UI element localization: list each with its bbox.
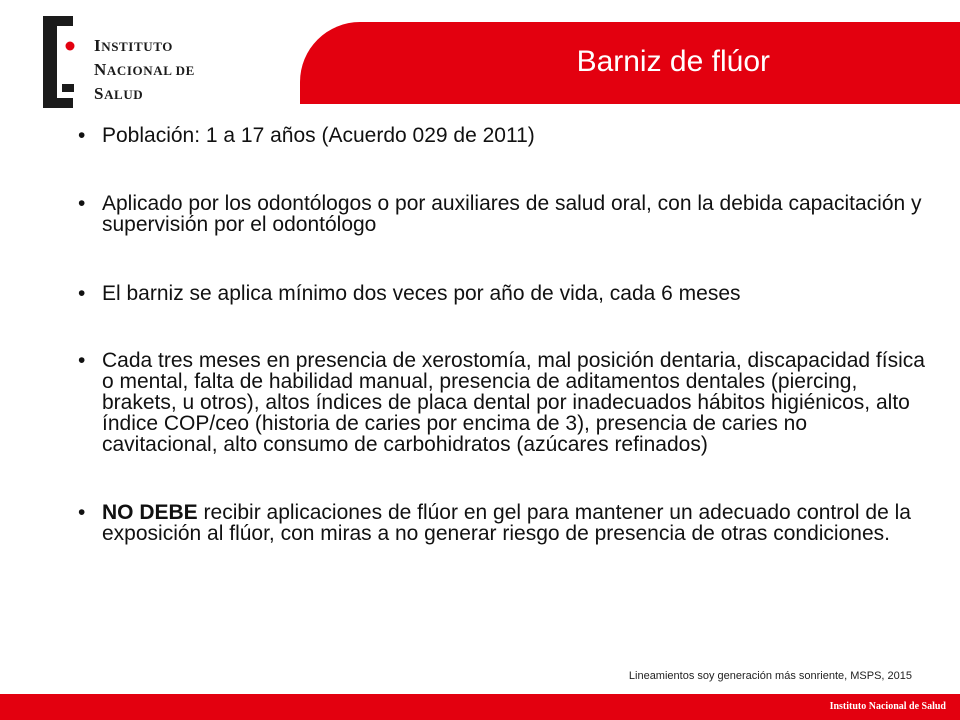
ins-logo-text: INSTITUTO NACIONAL DE SALUD: [94, 36, 195, 103]
bullet-list: [78, 120, 928, 544]
warning-emphasis: NO DEBE: [102, 501, 198, 524]
footer-institution: Instituto Nacional de Salud: [829, 701, 946, 712]
title-banner: [300, 22, 960, 104]
ins-logo: [40, 16, 195, 108]
bullet-item-population: • Población: 1 a 17 años (Acuerdo 029 de 2011): [78, 125, 928, 146]
bullet-item-applied-by: • Aplicado por los odontólogos o por auxiliares de salud oral, con la debida capacitación y supervisión por el odontólogo: [78, 193, 928, 235]
bullet-item-frequency: • El barniz se aplica mínimo dos veces por año de vida, cada 6 meses: [78, 283, 928, 304]
footer-bar: [0, 694, 960, 720]
slide-title: Barniz de flúor: [576, 45, 770, 78]
bullet-item-conditions: • Cada tres meses en presencia de xerostomía, mal posición dentaria, discapacidad física o mental, falta de habilidad manual, presencia de aditamentos dentales (piercing, brakets, u otros), altos índices de placa dental por inadecuados hábitos higiénicos, alto índice COP/ceo (historia de caries por encima de 3), presencia de caries no cavitacional, alto consumo de carbohidratos (azúcares refinados): [78, 350, 928, 455]
ins-logo-mark-icon: [40, 16, 80, 108]
reference-citation: Lineamientos soy generación más sonriente, MSPS, 2015: [628, 670, 912, 682]
bullet-item-warning: • NO DEBE recibir aplicaciones de flúor en gel para mantener un adecuado control de la exposición al flúor, con miras a no generar riesgo de presencia de otras condiciones.: [78, 502, 928, 544]
